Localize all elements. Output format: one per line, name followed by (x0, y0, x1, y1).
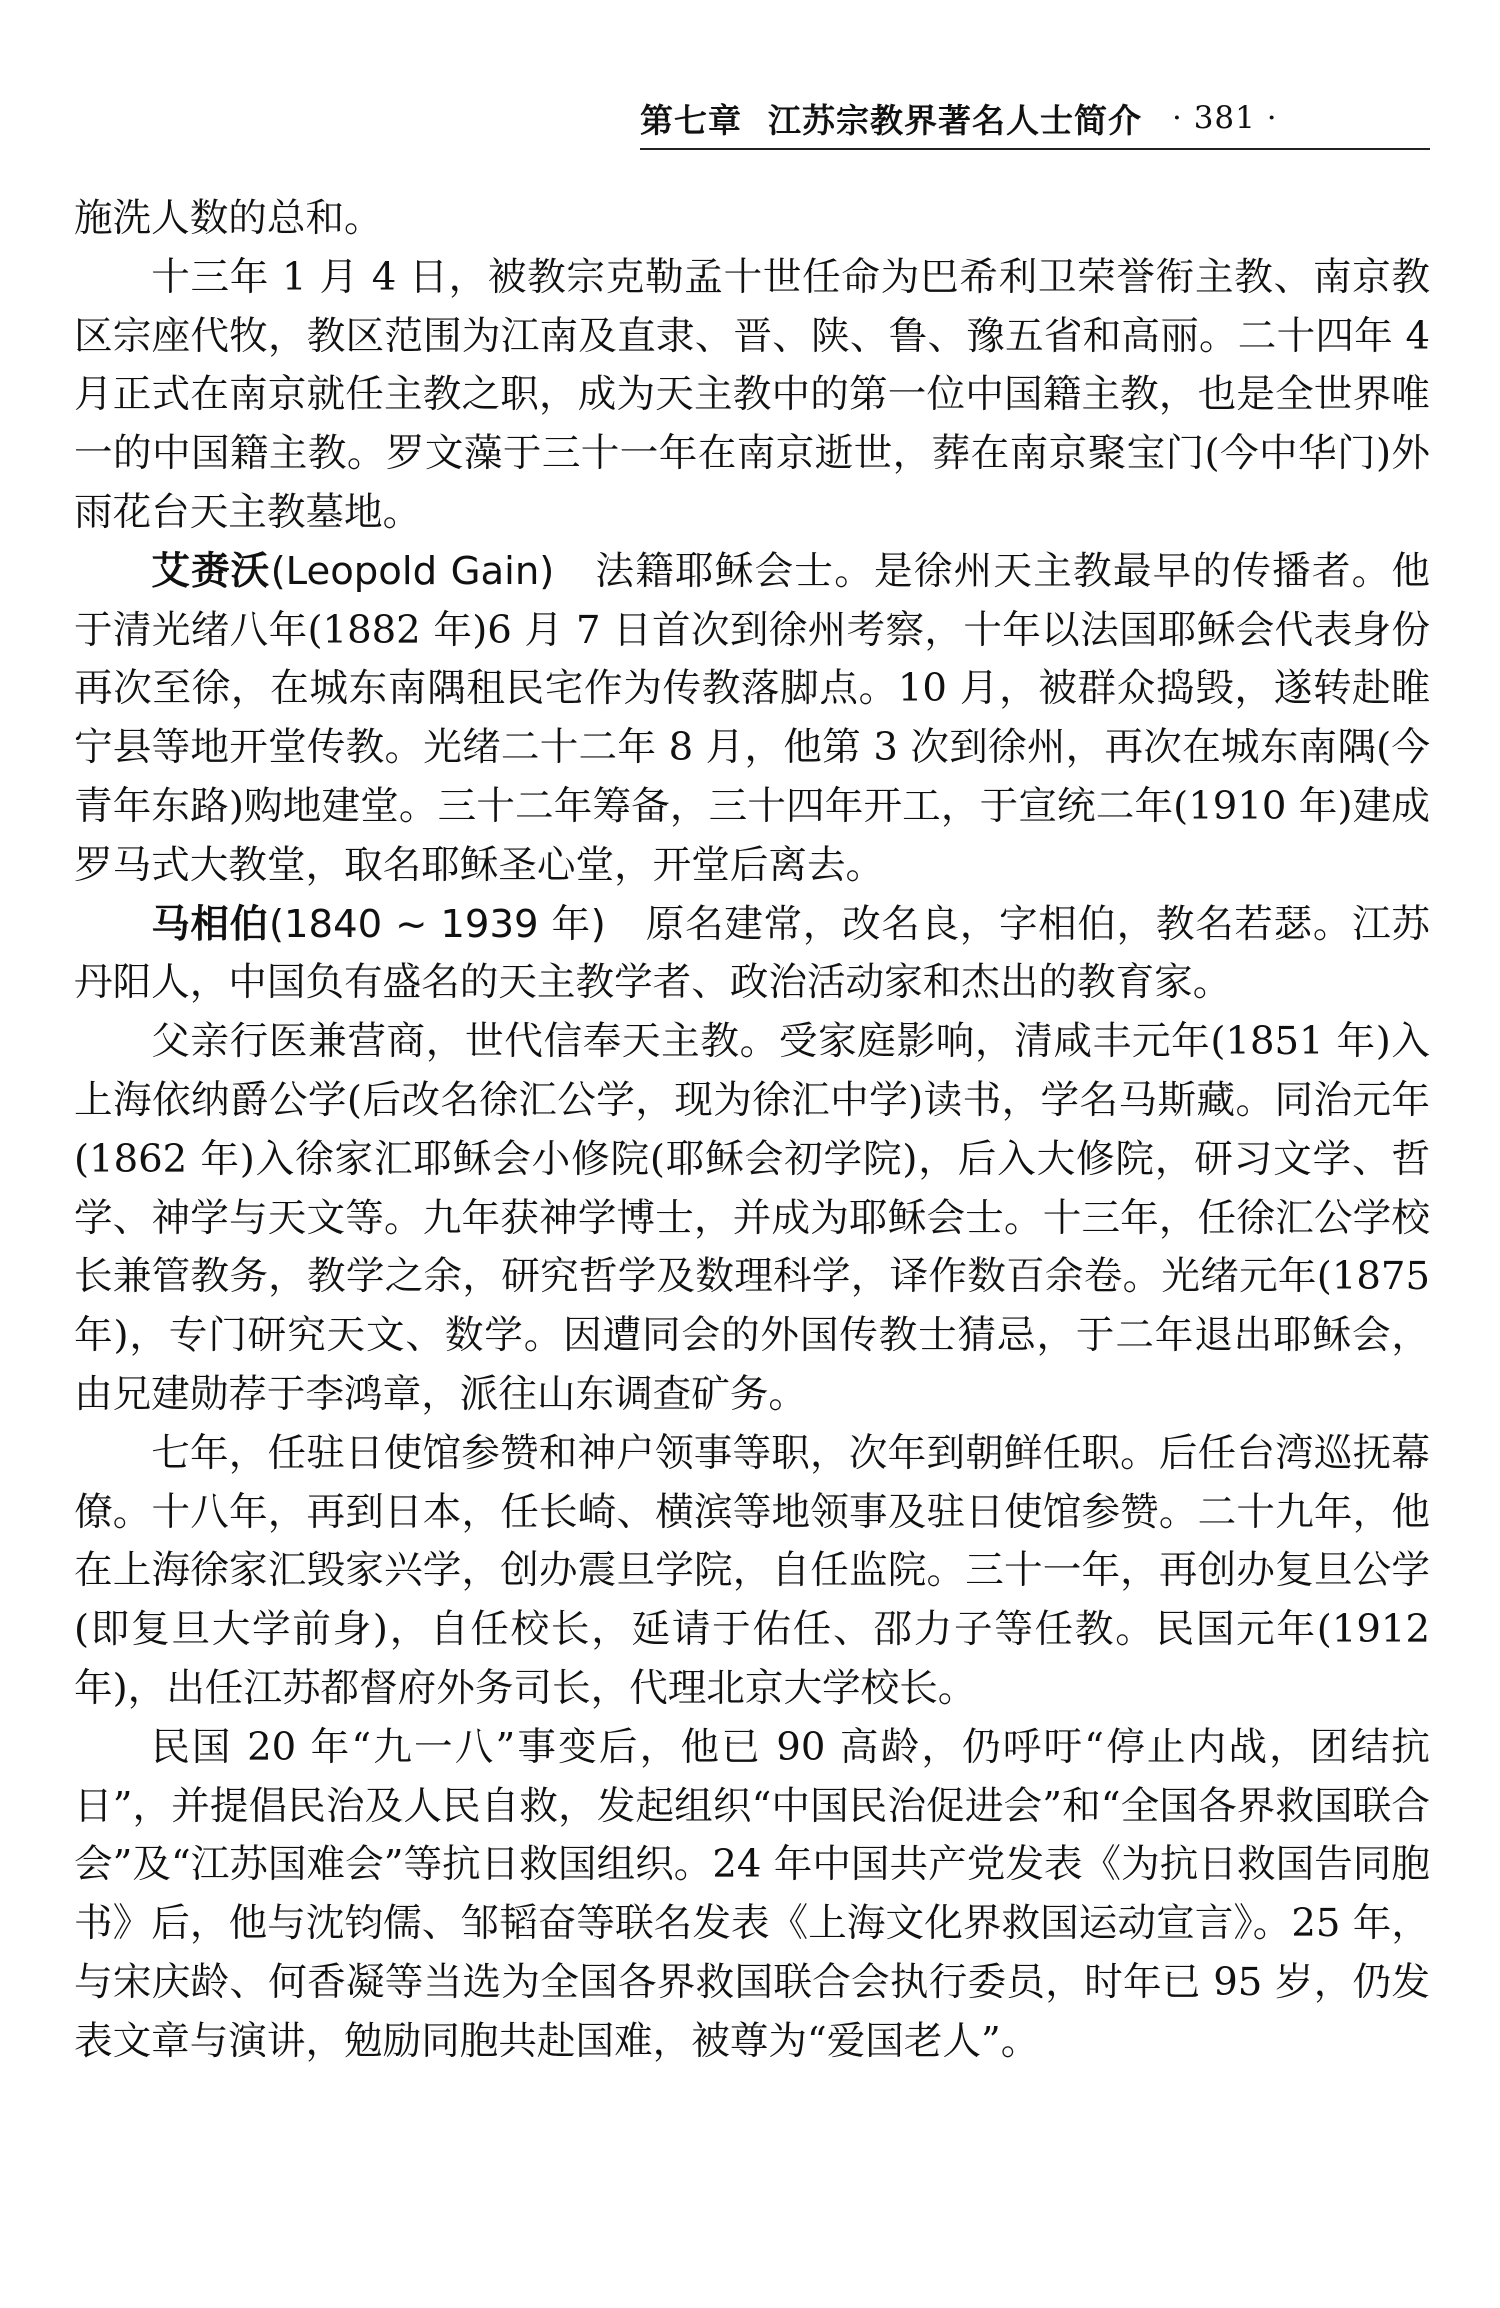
person-name: 马相伯 (151, 901, 269, 947)
running-header (640, 92, 1430, 144)
person-name: 艾赉沃 (151, 548, 271, 594)
paragraph-text: 施洗人数的总和。 (74, 196, 383, 241)
chapter-title: 江苏宗教界著名人士简介 (768, 100, 1142, 140)
paragraph (74, 1425, 1430, 1719)
paragraph-text: 父亲行医兼营商，世代信奉天主教。受家庭影响，清咸丰元年(1851 年)入上海依纳爵公学(后改名徐汇公学，现为徐汇中学)读书，学名马斯藏。同治元年(1862 年)入徐家汇耶稣会小修院(耶稣会初学院)，后入大修院，研习文学、哲学、神学与天文等。九年获神学博士，并成为耶稣会士。十三年，任徐汇公学校长兼管教务，教学之余，研究哲学及数理科学，译作数百余卷。光绪元年(1875 年)，专门研究天文、数学。因遭同会的外国传教士猜忌，于二年退出耶稣会，由兄建勋荐于李鸿章，派往山东调查矿务。 (74, 1019, 1430, 1417)
paragraph-continuation (74, 190, 1430, 249)
person-dates: (1840 ~ 1939 年) (268, 901, 606, 947)
paragraph-text: 民国 20 年“九一八”事变后，他已 90 高龄，仍呼吁“停止内战，团结抗日”，并提倡民治及人民自救，发起组织“中国民治促进会”和“全国各界救国联合会”及“江苏国难会”等抗日救国组织。24 年中国共产党发表《为抗日救国告同胞书》后，他与沈钧儒、邹韬奋等联名发表《上海文化界救国运动宣言》。25 年，与宋庆龄、何香凝等当选为全国各界救国联合会执行委员，时年已 95 岁，仍发表文章与演讲，勉励同胞共赴国难，被尊为“爱国老人”。 (74, 1724, 1430, 2064)
biography-entry-ma-xiangbo (74, 896, 1430, 1014)
person-dates: (Leopold Gain) (270, 548, 555, 594)
header-divider (640, 148, 1430, 150)
paragraph-text: 法籍耶稣会士。是徐州天主教最早的传播者。他于清光绪八年(1882 年)6 月 7 日首次到徐州考察，十年以法国耶稣会代表身份再次至徐，在城东南隅租民宅作为传教落脚点。10 月，被群众捣毁，遂转赴睢宁县等地开堂传教。光绪二十二年 8 月，他第 3 次到徐州，再次在城东南隅(今青年东路)购地建堂。三十二年筹备，三十四年开工，于宣统二年(1910 年)建成罗马式大教堂，取名耶稣圣心堂，开堂后离去。 (74, 548, 1431, 888)
paragraph (74, 249, 1430, 543)
chapter-label: 第七章 (640, 100, 742, 140)
paragraph-text: 十三年 1 月 4 日，被教宗克勒孟十世任命为巴希利卫荣誉衔主教、南京教区宗座代牧，教区范围为江南及直隶、晋、陕、鲁、豫五省和高丽。二十四年 4 月正式在南京就任主教之职，成为天主教中的第一位中国籍主教，也是全世界唯一的中国籍主教。罗文藻于三十一年在南京逝世，葬在南京聚宝门(今中华门)外雨花台天主教墓地。 (74, 254, 1430, 535)
biography-entry-ai-laiwo (74, 543, 1430, 896)
page-number: · 381 · (1172, 100, 1278, 136)
paragraph-text: 七年，任驻日使馆参赞和神户领事等职，次年到朝鲜任职。后任台湾巡抚幕僚。十八年，再到日本，任长崎、横滨等地领事及驻日使馆参赞。二十九年，他在上海徐家汇毁家兴学，创办震旦学院，自任监院。三十一年，再创办复旦公学(即复旦大学前身)，自任校长，延请于佑任、邵力子等任教。民国元年(1912 年)，出任江苏都督府外务司长，代理北京大学校长。 (74, 1430, 1430, 1711)
body-text (74, 190, 1430, 2072)
paragraph (74, 1719, 1430, 2072)
paragraph-text: 原名建常，改名良，字相伯，教名若瑟。江苏丹阳人，中国负有盛名的天主教学者、政治活动家和杰出的教育家。 (74, 901, 1431, 1006)
paragraph (74, 1013, 1430, 1425)
